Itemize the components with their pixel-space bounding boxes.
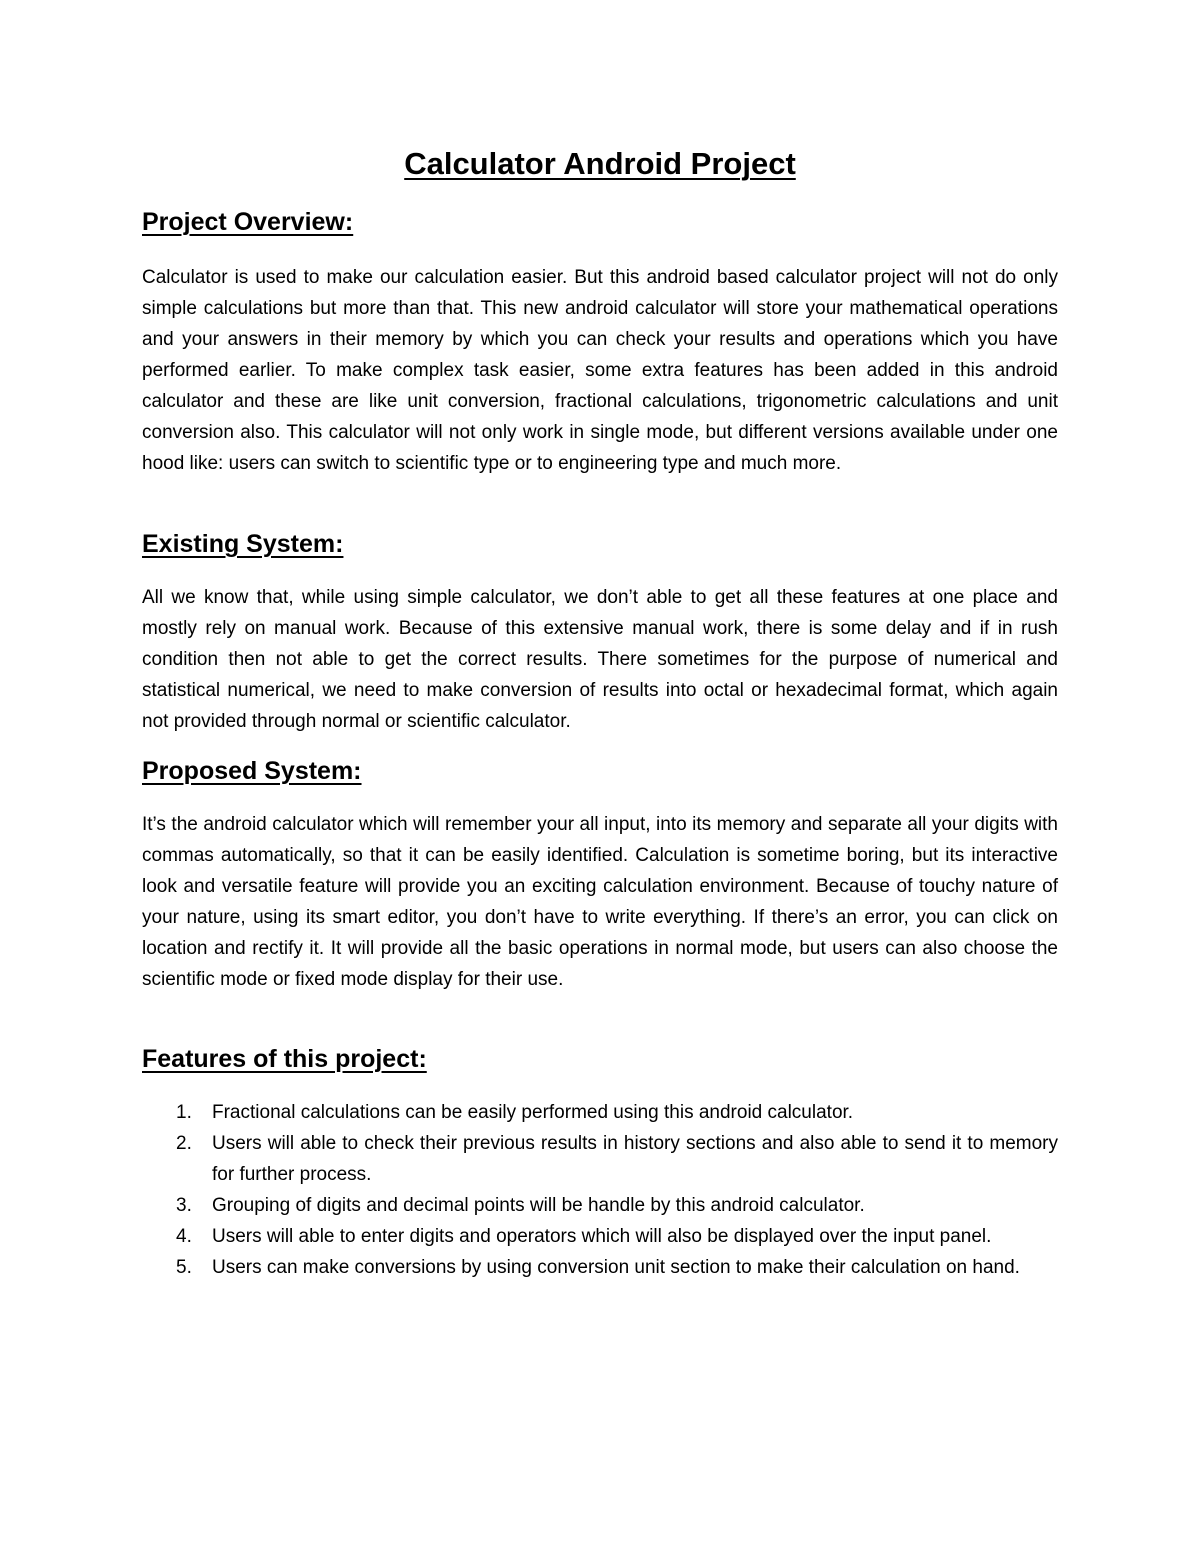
- feature-item: [142, 1097, 1058, 1128]
- proposed-system-heading: Proposed System:: [142, 757, 362, 785]
- feature-number: 5.: [176, 1257, 192, 1278]
- features-list: [142, 1097, 1058, 1283]
- overview-paragraph: Calculator is used to make our calculation easier. But this android based calculator project will not do only simple calculations but more than that. This new android calculator will store your mathematical operations and your answers in their memory by which you can check your results and operations which you have performed earlier. To make complex task easier, some extra features has been added in this android calculator and these are like unit conversion, fractional calculations, trigonometric calculations and unit conversion also. This calculator will not only work in single mode, but different versions available under one hood like: users can switch to scientific type or to engineering type and much more.: [142, 267, 1058, 474]
- feature-text: Users can make conversions by using conversion unit section to make their calculation on hand.: [212, 1257, 1020, 1278]
- feature-number: 1.: [176, 1102, 192, 1123]
- document-title: Calculator Android Project: [404, 146, 796, 181]
- existing-system-paragraph: All we know that, while using simple calculator, we don’t able to get all these features at one place and mostly rely on manual work. Because of this extensive manual work, there is some delay and if in rush condition then not able to get the correct results. There sometimes for the purpose of numerical and statistical numerical, we need to make conversion of results into octal or hexadecimal format, which again not provided through normal or scientific calculator.: [142, 587, 1058, 732]
- features-heading: Features of this project:: [142, 1045, 427, 1073]
- feature-text: Grouping of digits and decimal points will be handle by this android calculator.: [212, 1195, 865, 1216]
- feature-text: Fractional calculations can be easily performed using this android calculator.: [212, 1102, 854, 1123]
- feature-item: [142, 1221, 1058, 1252]
- feature-text: Users will able to check their previous results in history sections and also able to send it to memory for further process.: [212, 1133, 1058, 1185]
- existing-system-heading: Existing System:: [142, 530, 344, 558]
- overview-heading: Project Overview:: [142, 208, 354, 236]
- proposed-system-paragraph: It’s the android calculator which will remember your all input, into its memory and separate all your digits with commas automatically, so that it can be easily identified. Calculation is sometime boring, but its interactive look and versatile feature will provide you an exciting calculation environment. Because of touchy nature of your nature, using its smart editor, you don’t have to write everything. If there’s an error, you can click on location and rectify it. It will provide all the basic operations in normal mode, but users can also choose the scientific mode or fixed mode display for their use.: [142, 814, 1058, 990]
- feature-text: Users will able to enter digits and operators which will also be displayed over the input panel.: [212, 1226, 992, 1247]
- feature-item: [142, 1128, 1058, 1190]
- feature-item: [142, 1190, 1058, 1221]
- feature-number: 3.: [176, 1195, 192, 1216]
- feature-number: 4.: [176, 1226, 192, 1247]
- feature-item: [142, 1252, 1058, 1283]
- feature-number: 2.: [176, 1133, 192, 1154]
